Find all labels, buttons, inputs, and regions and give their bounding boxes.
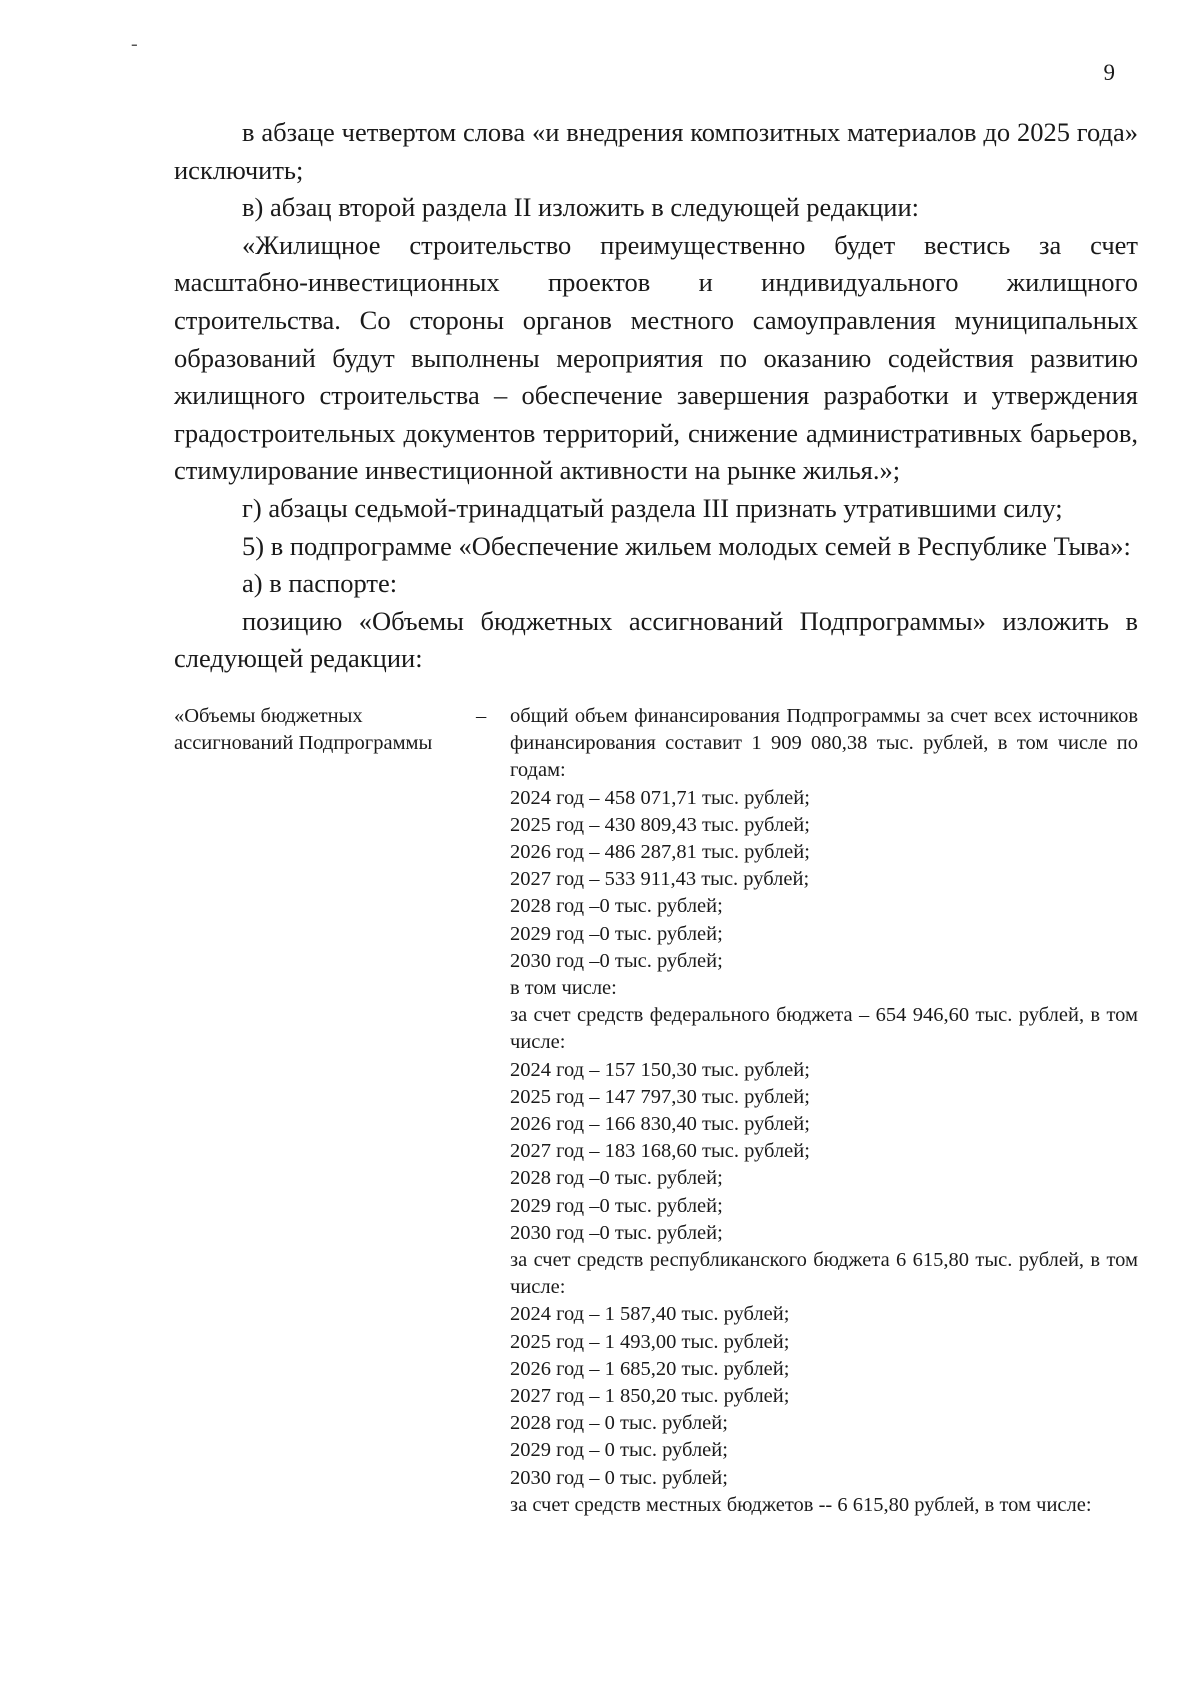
budget-line: 2030 год –0 тыс. рублей; (510, 949, 723, 972)
budget-line: за счет средств федерального бюджета – 654 946,60 тыс. рублей, в том числе: (510, 1004, 1138, 1054)
paragraph: позицию «Объемы бюджетных ассигнований Подпрограммы» изложить в следующей редакции: (174, 605, 1138, 674)
budget-line: 2025 год – 1 493,00 тыс. рублей; (510, 1330, 790, 1353)
budget-line: общий объем финансирования Подпрограммы за счет всех источников финансирования составит 1 909 080,38 тыс. рублей, в том числе по годам: (510, 705, 1138, 782)
paragraph: г) абзацы седьмой-тринадцатый раздела III признать утратившими силу; (242, 492, 1063, 523)
budget-line: в том числе: (510, 977, 617, 1000)
budget-line: 2029 год –0 тыс. рублей; (510, 1194, 723, 1217)
paragraph: в) абзац второй раздела II изложить в следующей редакции: (242, 192, 919, 223)
budget-table-label: «Объемы бюджетных ассигнований Подпрограммы (174, 705, 433, 755)
budget-line: 2025 год – 430 809,43 тыс. рублей; (510, 813, 810, 836)
budget-line: 2030 год – 0 тыс. рублей; (510, 1466, 728, 1489)
budget-line: 2026 год – 1 685,20 тыс. рублей; (510, 1357, 790, 1380)
budget-line: 2024 год – 458 071,71 тыс. рублей; (510, 786, 810, 809)
budget-line: 2027 год – 533 911,43 тыс. рублей; (510, 868, 810, 891)
page-number: 9 (1103, 60, 1115, 85)
paragraph: «Жилищное строительство преимущественно будет вестись за счет масштабно-инвестиционных проектов и индивидуального жилищного строительства. Со стороны органов местного самоуправления муниципальных образований будут выполнены мероприятия по оказанию содействия развитию жилищного строительства – обеспечение завершения разработки и утверждения градостроительных документов территорий, снижение административных барьеров, стимулирование инвестиционной активности на рынке жилья.»; (174, 229, 1138, 486)
budget-line: 2028 год –0 тыс. рублей; (510, 895, 723, 918)
budget-line: 2029 год –0 тыс. рублей; (510, 922, 723, 945)
budget-line: 2024 год – 157 150,30 тыс. рублей; (510, 1058, 810, 1081)
budget-line: 2024 год – 1 587,40 тыс. рублей; (510, 1303, 790, 1326)
budget-table-values (510, 703, 1138, 1519)
paragraph: в абзаце четвертом слова «и внедрения композитных материалов до 2025 года» исключить; (174, 117, 1138, 185)
budget-line: 2029 год – 0 тыс. рублей; (510, 1439, 728, 1462)
document-body (174, 114, 1138, 678)
budget-line: 2028 год – 0 тыс. рублей; (510, 1412, 728, 1435)
scan-mark: - (131, 33, 138, 55)
budget-line: 2026 год – 486 287,81 тыс. рублей; (510, 841, 810, 864)
budget-line: 2030 год –0 тыс. рублей; (510, 1221, 723, 1244)
budget-table-dash: – (476, 705, 487, 727)
budget-line: 2025 год – 147 797,30 тыс. рублей; (510, 1085, 810, 1108)
budget-line: за счет средств республиканского бюджета 6 615,80 тыс. рублей, в том числе: (510, 1249, 1138, 1299)
budget-line: 2027 год – 183 168,60 тыс. рублей; (510, 1140, 810, 1163)
paragraph: а) в паспорте: (242, 568, 398, 599)
budget-line: за счет средств местных бюджетов -- 6 615,80 рублей, в том числе: (510, 1493, 1092, 1516)
budget-line: 2027 год – 1 850,20 тыс. рублей; (510, 1385, 790, 1408)
paragraph: 5) в подпрограмме «Обеспечение жильем молодых семей в Республике Тыва»: (242, 530, 1131, 561)
budget-line: 2028 год –0 тыс. рублей; (510, 1167, 723, 1190)
budget-line: 2026 год – 166 830,40 тыс. рублей; (510, 1113, 810, 1136)
